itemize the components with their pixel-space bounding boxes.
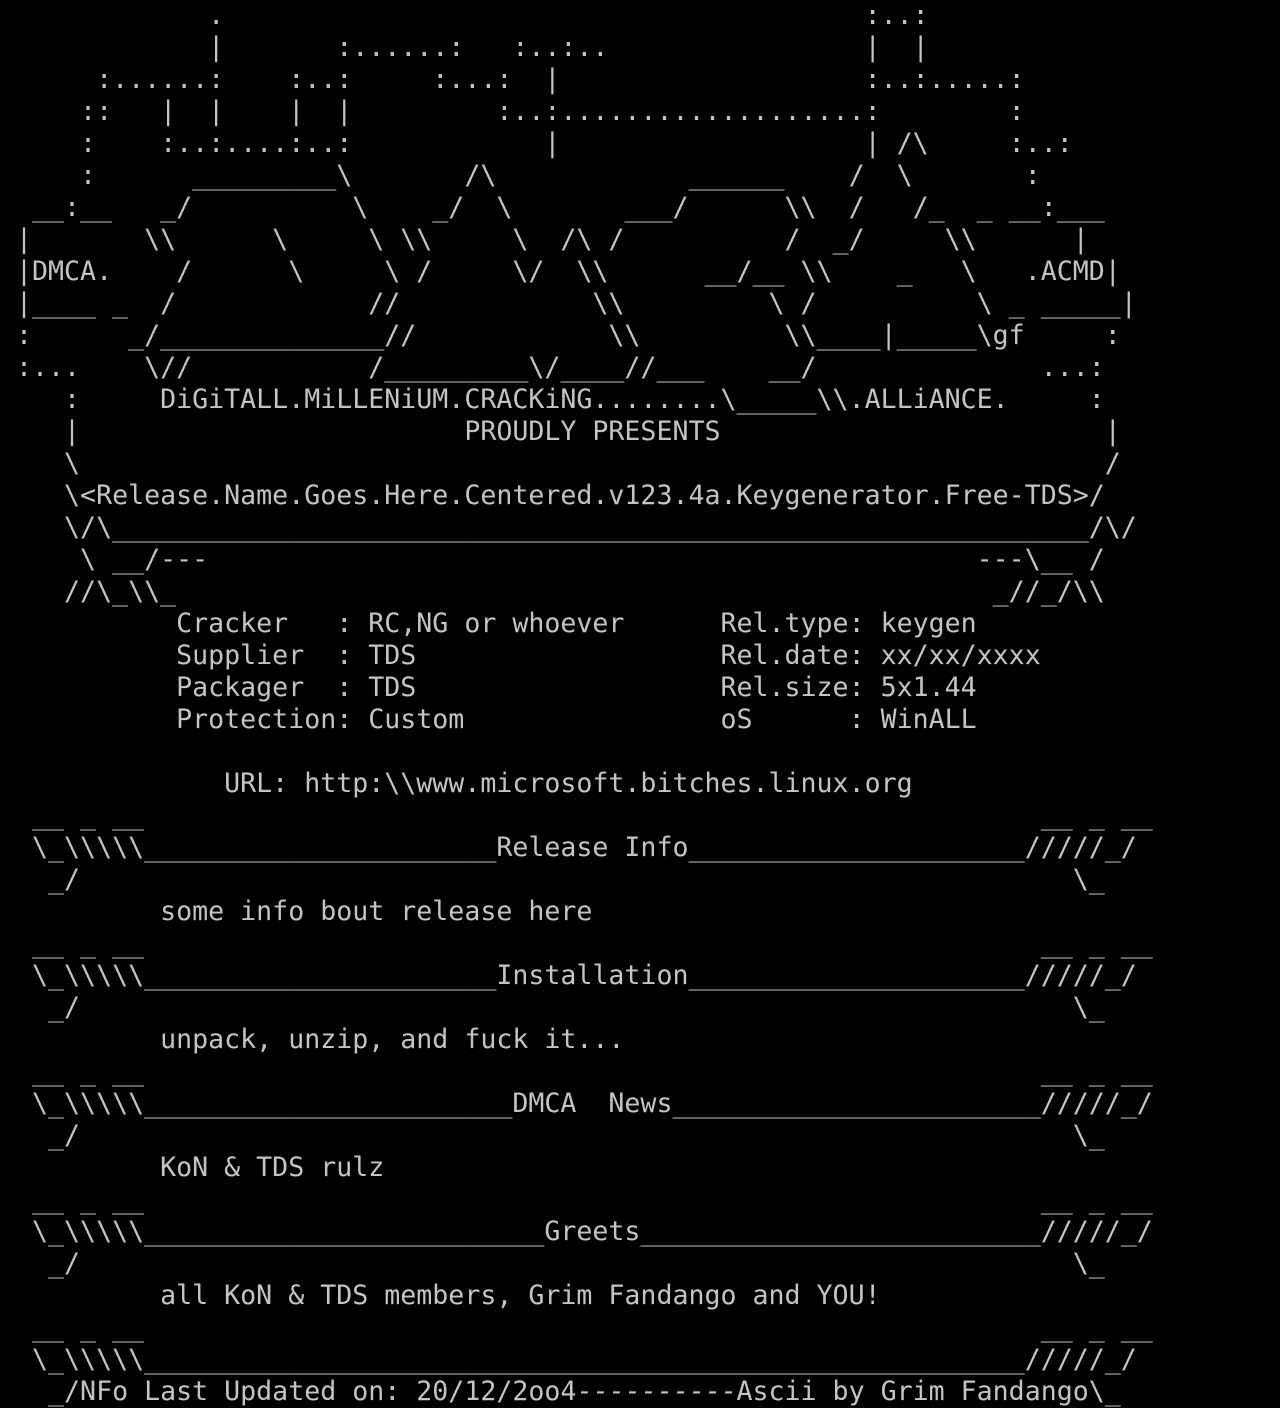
- nfo-line: \ /: [0, 448, 1121, 479]
- section-header-release-info: \_\\\\\______________________Release Info_____________________/////_/: [0, 832, 1137, 863]
- release-name-line: \<Release.Name.Goes.Here.Centered.v123.4a.Keygenerator.Free-TDS>/: [0, 480, 1105, 511]
- section-header-greets: \_\\\\\_________________________Greets_________________________/////_/: [0, 1216, 1153, 1247]
- section-header-dmca-news: \_\\\\\_______________________DMCA News_______________________/////_/: [0, 1088, 1153, 1119]
- nfo-line: _/ \_: [0, 1120, 1105, 1151]
- nfo-line: : _/______________// \\ \\____|_____\gf :: [0, 320, 1121, 351]
- nfo-line: __ _ __ __ _ __: [0, 1056, 1153, 1087]
- url-line: URL: http:\\www.microsoft.bitches.linux.org: [0, 768, 913, 799]
- nfo-line: | \\ \ \ \\ \ /\ / / _/ \\ |: [0, 224, 1089, 255]
- section-header-installation: \_\\\\\______________________Installation_____________________/////_/: [0, 960, 1137, 991]
- nfo-line: __ _ __ __ _ __: [0, 1312, 1153, 1343]
- info-supplier-line: Supplier : TDS Rel.date: xx/xx/xxxx: [0, 640, 1041, 671]
- release-info-text: some info bout release here: [0, 896, 593, 927]
- nfo-line: :... \// /_________\/____//___ __/ ...:: [0, 352, 1105, 383]
- dmca-news-text: KoN & TDS rulz: [0, 1152, 385, 1183]
- nfo-line: . :..:: [0, 0, 929, 31]
- proudly-presents-line: | PROUDLY PRESENTS |: [0, 416, 1121, 447]
- nfo-line: :......: :..: :...: | :..:.....:: [0, 64, 1025, 95]
- nfo-line: \/\_____________________________________________________________/\/: [0, 512, 1137, 543]
- info-protection-line: Protection: Custom oS : WinALL: [0, 704, 977, 735]
- nfo-line: __ _ __ __ _ __: [0, 1184, 1153, 1215]
- nfo-line: _/ \_: [0, 864, 1105, 895]
- nfo-line: _/ \_: [0, 1248, 1105, 1279]
- nfo-line: __ _ __ __ _ __: [0, 928, 1153, 959]
- installation-text: unpack, unzip, and fuck it...: [0, 1024, 625, 1055]
- info-packager-line: Packager : TDS Rel.size: 5x1.44: [0, 672, 977, 703]
- group-name-line: : DiGiTALL.MiLLENiUM.CRACKiNG........\_____\\.ALLiANCE. :: [0, 384, 1105, 415]
- nfo-line: \_\\\\\_______________________________________________________/////_/: [0, 1344, 1137, 1375]
- nfo-line: __ _ __ __ _ __: [0, 800, 1153, 831]
- nfo-line-dmca-acmd: |DMCA. / \ \ / \/ \\ __/__ \\ _ \ .ACMD|: [0, 256, 1121, 287]
- nfo-line: __:__ _/ \ _/ \ ___/ \\ / /_ _ __:___: [0, 192, 1105, 223]
- footer-credit-line: _/NFo Last Updated on: 20/12/2oo4----------Ascii by Grim Fandango\_: [0, 1376, 1121, 1407]
- nfo-line: \ __/--- ---\__ /: [0, 544, 1105, 575]
- nfo-line: _/ \_: [0, 992, 1105, 1023]
- nfo-line: |____ _ / // \\ \ / \ _ _____|: [0, 288, 1137, 319]
- greets-text: all KoN & TDS members, Grim Fandango and YOU!: [0, 1280, 881, 1311]
- info-cracker-line: Cracker : RC,NG or whoever Rel.type: keygen: [0, 608, 977, 639]
- nfo-line: : :..:....:..: | | /\ :..:: [0, 128, 1073, 159]
- nfo-line: //\_\\_ _//_/\\: [0, 576, 1105, 607]
- nfo-line: : _________\ /\ ______ / \ :: [0, 160, 1041, 191]
- nfo-line: | :......: :..:.. | |: [0, 32, 929, 63]
- nfo-line: :: | | | | :..:...................: :: [0, 96, 1025, 127]
